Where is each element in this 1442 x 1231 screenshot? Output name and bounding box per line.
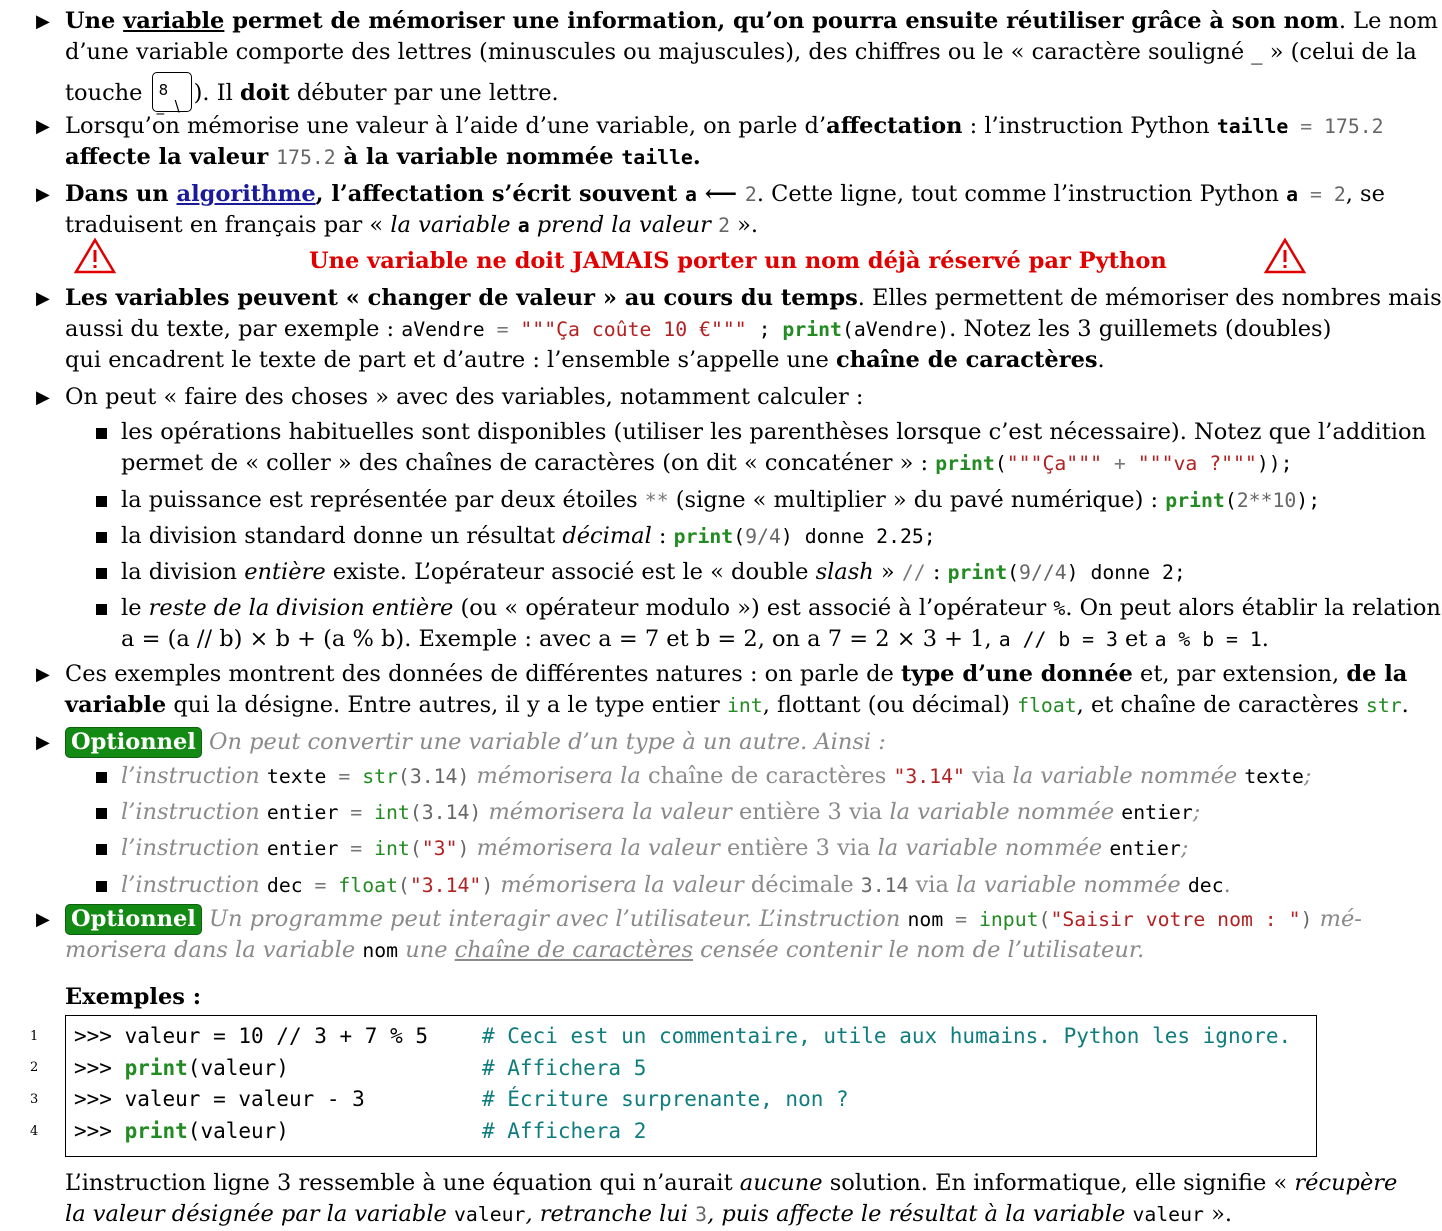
bullet-4-line-2: aussi du texte, par exemple : aVendre = """Ça coûte 10 €""" ; print(aVendre). Notez les 3 guillemets (doubles): [65, 316, 1332, 342]
sub-bullet-operations-line-2: permet de « coller » des chaînes de caractères (on dit « concaténer » : print("""Ça""" + """va ?"""));: [121, 450, 1293, 476]
square-bullet-icon: [96, 808, 107, 819]
bullet-8-line-1: Optionnel Un programme peut interagir avec l’utilisateur. L’instruction nom = input("Saisir votre nom : ") mé-: [65, 904, 1362, 935]
sub-bullet-integer-division: la division entière existe. L’opérateur associé est le « double slash » // : print(9//4) donne 2;: [121, 559, 1186, 585]
bullet-1-line-1: Une variable permet de mémoriser une information, qu’on pourra ensuite réutiliser grâce à son nom. Le nom: [65, 8, 1438, 34]
optional-badge: Optionnel: [65, 727, 202, 758]
triangle-bullet-icon: ▶: [36, 664, 50, 685]
bullet-7-line-1: Optionnel On peut convertir une variable d’un type à un autre. Ainsi :: [65, 727, 886, 758]
warning-text: Une variable ne doit JAMAIS porter un nom déjà réservé par Python: [309, 248, 1167, 274]
code-comment: # Ceci est un commentaire, utile aux humains. Python les ignore.: [482, 1024, 1292, 1048]
triangle-bullet-icon: ▶: [36, 288, 50, 309]
square-bullet-icon: [96, 496, 107, 507]
code-line: >>> valeur = 10 // 3 + 7 % 5: [74, 1024, 429, 1048]
bullet-8-line-2: morisera dans la variable nom une chaîne de caractères censée contenir le nom de l’utilisateur.: [65, 937, 1145, 963]
sub-bullet-operations-line-1: les opérations habituelles sont disponibles (utiliser les parenthèses lorsque c’est nécessaire). Notez que l’addition: [121, 419, 1427, 445]
optional-sub-bullet-float: l’instruction dec = float("3.14") mémorisera la valeur décimale 3.14 via la variable nommée dec.: [121, 872, 1231, 898]
closing-line-2: la valeur désignée par la variable valeur, retranche lui 3, puis affecte le résultat à la variable valeur ».: [65, 1201, 1232, 1227]
square-bullet-icon: [96, 844, 107, 855]
bullet-3-line-1: Dans un algorithme, l’affectation s’écrit souvent a ⟵ 2. Cette ligne, tout comme l’instruction Python a = 2, se: [65, 181, 1385, 207]
square-bullet-icon: [96, 772, 107, 783]
code-comment: # Affichera 5: [482, 1056, 647, 1080]
optional-sub-bullet-int: l’instruction entier = int(3.14) mémorisera la valeur entière 3 via la variable nommée entier;: [121, 799, 1201, 825]
examples-title: Exemples :: [65, 984, 202, 1010]
bullet-5-line-1: On peut « faire des choses » avec des variables, notamment calculer :: [65, 384, 864, 410]
bullet-4-line-1: Les variables peuvent « changer de valeur » au cours du temps. Elles permettent de mémoriser des nombres mais: [65, 285, 1442, 311]
triangle-bullet-icon: ▶: [36, 732, 50, 753]
code-line-number: 2: [30, 1060, 39, 1075]
code-comment: # Affichera 2: [482, 1119, 647, 1143]
key-8-icon: 8 _ \: [152, 72, 192, 112]
square-bullet-icon: [96, 428, 107, 439]
bullet-4-line-3: qui encadrent le texte de part et d’autre : l’ensemble s’appelle une chaîne de caractères.: [65, 347, 1105, 373]
sub-bullet-modulo-line-2: a = (a // b) × b + (a % b). Exemple : avec a = 7 et b = 2, on a 7 = 2 × 3 + 1, a // b = 3 et a % b = 1.: [121, 626, 1269, 652]
triangle-bullet-icon: ▶: [36, 116, 50, 137]
triangle-bullet-icon: ▶: [36, 184, 50, 205]
code-line-number: 1: [30, 1029, 39, 1044]
optional-sub-bullet-int-string: l’instruction entier = int("3") mémorisera la valeur entière 3 via la variable nommée entier;: [121, 835, 1189, 861]
optional-badge: Optionnel: [65, 904, 202, 935]
closing-line-1: L’instruction ligne 3 ressemble à une équation qui n’aurait aucune solution. En informatique, elle signifie « récupère: [65, 1170, 1398, 1196]
code-comment: # Écriture surprenante, non ?: [482, 1087, 849, 1111]
sub-bullet-modulo-line-1: le reste de la division entière (ou « opérateur modulo ») est associé à l’opérateur %. On peut alors établir la relation: [121, 595, 1441, 621]
code-line: >>> valeur = valeur - 3: [74, 1087, 365, 1111]
warning-triangle-icon: [74, 238, 116, 274]
sub-bullet-division: la division standard donne un résultat décimal : print(9/4) donne 2.25;: [121, 523, 936, 549]
bullet-2-line-1: Lorsqu’on mémorise une valeur à l’aide d’une variable, on parle d’affectation : l’instruction Python taille = 175.2: [65, 113, 1384, 139]
code-line: >>> print(valeur): [74, 1119, 289, 1143]
triangle-bullet-icon: ▶: [36, 11, 50, 32]
warning-triangle-icon: [1264, 238, 1306, 274]
bullet-6-line-1: Ces exemples montrent des données de différentes natures : on parle de type d’une donnée et, par extension, de la: [65, 661, 1408, 687]
bullet-1-line-3: touche 8 _ \ ). Il doit débuter par une lettre.: [65, 74, 559, 105]
bullet-3-line-2: traduisent en français par « la variable a prend la valeur 2 ».: [65, 212, 759, 238]
square-bullet-icon: [96, 532, 107, 543]
sub-bullet-power: la puissance est représentée par deux étoiles ** (signe « multiplier » du pavé numérique) : print(2**10);: [121, 487, 1321, 513]
code-line-number: 3: [30, 1092, 39, 1107]
optional-sub-bullet-str: l’instruction texte = str(3.14) mémorisera la chaîne de caractères "3.14" via la variable nommée texte;: [121, 763, 1312, 789]
triangle-bullet-icon: ▶: [36, 387, 50, 408]
bullet-2-line-2: affecte la valeur 175.2 à la variable nommée taille.: [65, 144, 701, 170]
square-bullet-icon: [96, 568, 107, 579]
square-bullet-icon: [96, 604, 107, 615]
bullet-6-line-2: variable qui la désigne. Entre autres, il y a le type entier int, flottant (ou décimal) float, et chaîne de caractères str.: [65, 692, 1409, 718]
triangle-bullet-icon: ▶: [36, 909, 50, 930]
square-bullet-icon: [96, 881, 107, 892]
code-line: >>> print(valeur): [74, 1056, 289, 1080]
bullet-1-line-2: d’une variable comporte des lettres (minuscules ou majuscules), des chiffres ou le « caractère souligné _ » (celui de la: [65, 39, 1417, 65]
algorithme-link[interactable]: algorithme: [176, 181, 316, 207]
code-line-number: 4: [30, 1124, 39, 1139]
code-block: [65, 1015, 1317, 1157]
